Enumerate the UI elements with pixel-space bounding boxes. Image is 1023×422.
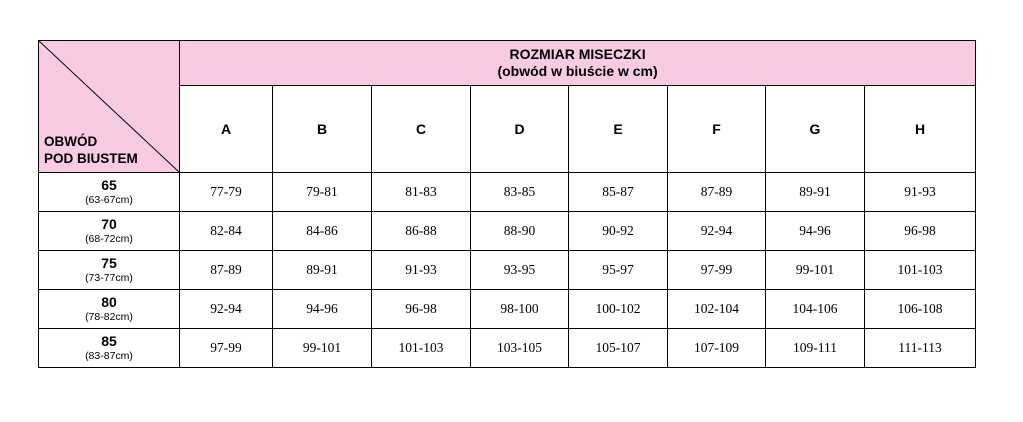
band-size-cell [39, 329, 180, 368]
band-size-number: 85 [101, 333, 117, 349]
cup-header-a: A [180, 86, 273, 173]
band-size-range: (68-72cm) [85, 233, 133, 245]
bust-range-cell: 101-103 [372, 329, 471, 368]
bust-range-cell: 90-92 [569, 212, 668, 251]
bust-range-cell: 93-95 [471, 251, 569, 290]
band-size-range: (78-82cm) [85, 311, 133, 323]
cup-header-f: F [668, 86, 766, 173]
bust-range-cell: 102-104 [668, 290, 766, 329]
band-size-number: 80 [101, 294, 117, 310]
bust-range-cell: 87-89 [668, 173, 766, 212]
bust-range-cell: 99-101 [273, 329, 372, 368]
bust-range-cell: 99-101 [766, 251, 865, 290]
bust-range-cell: 100-102 [569, 290, 668, 329]
bust-range-cell: 111-113 [865, 329, 976, 368]
band-size-cell [39, 251, 180, 290]
bust-range-cell: 109-111 [766, 329, 865, 368]
table-row [39, 173, 976, 212]
size-chart-table [38, 40, 976, 368]
band-size-number: 65 [101, 177, 117, 193]
cup-size-title-cell [180, 41, 976, 86]
band-size-cell [39, 212, 180, 251]
band-size-cell [39, 290, 180, 329]
cup-header-d: D [471, 86, 569, 173]
bust-range-cell: 84-86 [273, 212, 372, 251]
bust-range-cell: 94-96 [766, 212, 865, 251]
band-size-label [44, 133, 138, 167]
bust-range-cell: 77-79 [180, 173, 273, 212]
cup-size-title: ROZMIAR MISECZKI [509, 46, 646, 62]
size-table-body [39, 173, 976, 368]
bust-range-cell: 91-93 [372, 251, 471, 290]
table-row [39, 251, 976, 290]
bust-range-cell: 97-99 [668, 251, 766, 290]
bust-range-cell: 87-89 [180, 251, 273, 290]
bust-range-cell: 83-85 [471, 173, 569, 212]
cup-header-b: B [273, 86, 372, 173]
table-row [39, 329, 976, 368]
bust-range-cell: 95-97 [569, 251, 668, 290]
bust-range-cell: 89-91 [273, 251, 372, 290]
cup-header-h: H [865, 86, 976, 173]
bust-range-cell: 104-106 [766, 290, 865, 329]
table-row [39, 290, 976, 329]
bust-range-cell: 96-98 [372, 290, 471, 329]
bust-range-cell: 86-88 [372, 212, 471, 251]
bust-range-cell: 94-96 [273, 290, 372, 329]
band-size-range: (83-87cm) [85, 350, 133, 362]
cup-header-c: C [372, 86, 471, 173]
bust-range-cell: 106-108 [865, 290, 976, 329]
cup-header-g: G [766, 86, 865, 173]
band-size-range: (73-77cm) [85, 272, 133, 284]
bust-range-cell: 96-98 [865, 212, 976, 251]
cup-size-subtitle: (obwód w biuście w cm) [497, 63, 658, 79]
cup-header-e: E [569, 86, 668, 173]
bust-range-cell: 81-83 [372, 173, 471, 212]
bust-range-cell: 89-91 [766, 173, 865, 212]
band-size-label-line1: OBWÓD [44, 134, 98, 149]
bust-range-cell: 101-103 [865, 251, 976, 290]
band-size-number: 70 [101, 216, 117, 232]
bust-range-cell: 79-81 [273, 173, 372, 212]
band-size-label-line2: POD BIUSTEM [44, 151, 138, 166]
bust-range-cell: 88-90 [471, 212, 569, 251]
bust-range-cell: 85-87 [569, 173, 668, 212]
corner-header [39, 41, 180, 173]
bust-range-cell: 97-99 [180, 329, 273, 368]
bust-range-cell: 98-100 [471, 290, 569, 329]
bust-range-cell: 92-94 [180, 290, 273, 329]
table-row [39, 212, 976, 251]
bust-range-cell: 105-107 [569, 329, 668, 368]
band-size-range: (63-67cm) [85, 194, 133, 206]
bust-range-cell: 103-105 [471, 329, 569, 368]
bust-range-cell: 91-93 [865, 173, 976, 212]
band-size-cell [39, 173, 180, 212]
bust-range-cell: 82-84 [180, 212, 273, 251]
band-size-number: 75 [101, 255, 117, 271]
bust-range-cell: 107-109 [668, 329, 766, 368]
bust-range-cell: 92-94 [668, 212, 766, 251]
